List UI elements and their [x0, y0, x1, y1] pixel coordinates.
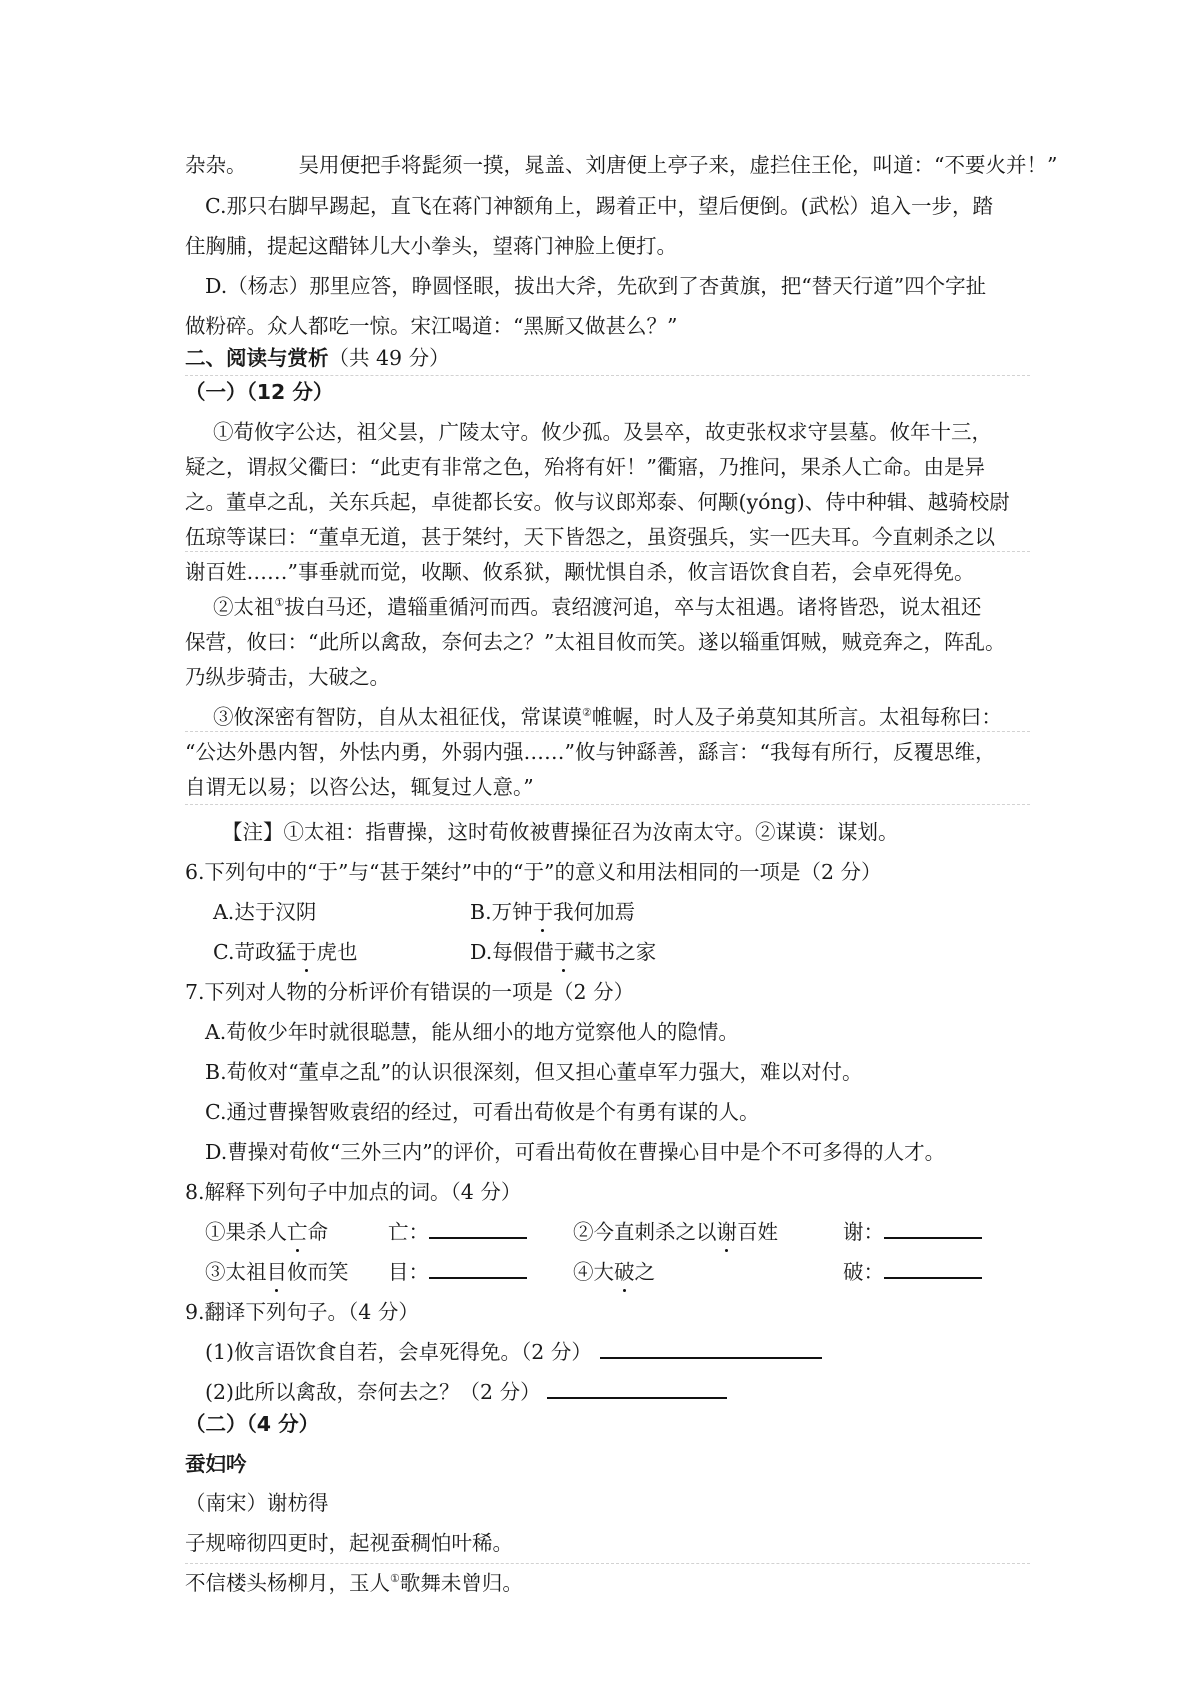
- passage-p2-line: 保营，攸曰：“此所以禽敌，奈何去之？”太祖目攸而笑。遂以辎重饵贼，贼竞奔之，阵乱。: [185, 630, 1006, 654]
- q8-item-1: ①果杀人亡命: [205, 1220, 328, 1244]
- passage-p3-line: “公达外愚内智，外怯内勇，外弱内强……”攸与钟繇善，繇言：“我每有所行，反覆思维，: [185, 740, 996, 764]
- passage-p2-line: ②太祖①拔白马还，遣辎重循河而西。袁绍渡河追，卒与太祖遇。诸将皆恐，说太祖还: [213, 595, 982, 619]
- part-two-heading: （二）（4 分）: [185, 1412, 320, 1436]
- passage-p3-line: 自谓无以易；以咨公达，辄复过人意。”: [185, 775, 534, 799]
- question-9-stem: 9.翻译下列句子。（4 分）: [185, 1300, 419, 1324]
- q8-item-4: ④大破之: [573, 1260, 655, 1284]
- poem-line-2: 不信楼头杨柳月，玉人①歌舞未曾归。: [185, 1571, 523, 1595]
- poem-title: 蚕妇吟: [185, 1452, 247, 1476]
- q9-sentence-1: (1)攸言语饮食自若，会卓死得免。（2 分）: [205, 1338, 822, 1366]
- q5-option-c-continuation: 住胸脯，提起这醋钵儿大小拳头，望蒋门神脸上便打。: [185, 234, 677, 258]
- q8-item-2-answer: 谢：: [843, 1218, 982, 1246]
- divider: [185, 551, 1030, 552]
- passage-p1-line: ①荀攸字公达，祖父昙，广陵太守。攸少孤。及昙卒，故吏张权求守昙墓。攸年十三，: [213, 420, 992, 444]
- q5-option-d: D.（杨志）那里应答，睁圆怪眼，拔出大斧，先砍到了杏黄旗，把“替天行道”四个字扯: [205, 274, 987, 298]
- divider: [185, 804, 1030, 805]
- q5-option-d-continuation: 做粉碎。众人都吃一惊。宋江喝道：“黑厮又做甚么？”: [185, 314, 678, 338]
- answer-blank[interactable]: [547, 1396, 727, 1399]
- passage-p1-line: 之。董卓之乱，关东兵起，卓徙都长安。攸与议郎郑泰、何颙(yóng)、侍中种辑、越骑校尉: [185, 490, 1010, 514]
- divider: [185, 731, 1030, 732]
- passage-p1-line: 疑之，谓叔父衢曰：“此吏有非常之色，殆将有奸！”衢寤，乃推问，果杀人亡命。由是异: [185, 455, 985, 479]
- passage-p2-line: 乃纵步骑击，大破之。: [185, 665, 390, 689]
- part-one-heading: （一）（12 分）: [185, 380, 334, 404]
- question-6-stem: 6.下列句中的“于”与“甚于桀纣”中的“于”的意义和用法相同的一项是（2 分）: [185, 860, 882, 884]
- q6-option-c: C.苛政猛于虎也: [213, 940, 358, 964]
- section-heading: 二、阅读与赏析（共 49 分）: [185, 346, 450, 370]
- passage-p3-line: ③攸深密有智防，自从太祖征伐，常谋谟②帷幄，时人及子弟莫知其所言。太祖每称曰：: [213, 705, 1002, 729]
- q8-item-2: ②今直刺杀之以谢百姓: [573, 1220, 778, 1244]
- question-8-stem: 8.解释下列句子中加点的词。（4 分）: [185, 1180, 522, 1204]
- q9-sentence-2: (2)此所以禽敌，奈何去之？（2 分）: [205, 1378, 727, 1406]
- answer-blank[interactable]: [884, 1236, 982, 1239]
- q5-option-c: C.那只右脚早踢起，直飞在蒋门神额角上，踢着正中，望后便倒。(武松）追入一步，踏: [205, 194, 993, 218]
- q7-option-d: D.曹操对荀攸“三外三内”的评价，可看出荀攸在曹操心目中是个不可多得的人才。: [205, 1140, 946, 1164]
- q7-option-c: C.通过曹操智败袁绍的经过，可看出荀攸是个有勇有谋的人。: [205, 1100, 760, 1124]
- q8-item-1-answer: 亡：: [388, 1218, 527, 1246]
- divider: [185, 375, 1030, 376]
- q7-option-b: B.荀攸对“董卓之乱”的认识很深刻，但又担心董卓军力强大，难以对付。: [205, 1060, 863, 1084]
- passage-p1-line: 伍琼等谋曰：“董卓无道，甚于桀纣，天下皆怨之，虽资强兵，实一匹夫耳。今直刺杀之以: [185, 525, 995, 549]
- q6-option-a: A.达于汉阴: [213, 900, 317, 924]
- passage-p1-line: 谢百姓……”事垂就而觉，收颙、攸系狱，颙忧惧自杀，攸言语饮食自若，会卓死得免。: [185, 560, 975, 584]
- answer-blank[interactable]: [884, 1276, 982, 1279]
- divider: [185, 1563, 1030, 1564]
- q7-option-a: A.荀攸少年时就很聪慧，能从细小的地方觉察他人的隐情。: [205, 1020, 739, 1044]
- answer-blank[interactable]: [429, 1276, 527, 1279]
- poem-author: （南宋）谢枋得: [185, 1491, 329, 1515]
- answer-blank[interactable]: [429, 1236, 527, 1239]
- q8-item-3: ③太祖目攸而笑: [205, 1260, 349, 1284]
- q6-option-d: D.每假借于藏书之家: [470, 940, 657, 964]
- q5-option-b-continuation: 杂杂。 吴用便把手将髭须一摸，晁盖、刘唐便上亭子来，虚拦住王伦，叫道：“不要火并！”: [185, 153, 1058, 177]
- poem-line-1: 子规啼彻四更时，起视蚕稠怕叶稀。: [185, 1531, 513, 1555]
- q8-item-3-answer: 目：: [388, 1258, 527, 1286]
- question-7-stem: 7.下列对人物的分析评价有错误的一项是（2 分）: [185, 980, 635, 1004]
- q8-item-4-answer: 破：: [843, 1258, 982, 1286]
- answer-blank[interactable]: [600, 1356, 822, 1359]
- q6-option-b: B.万钟于我何加焉: [470, 900, 636, 924]
- footnote: 【注】①太祖：指曹操，这时荀攸被曹操征召为汝南太守。②谋谟：谋划。: [222, 820, 899, 844]
